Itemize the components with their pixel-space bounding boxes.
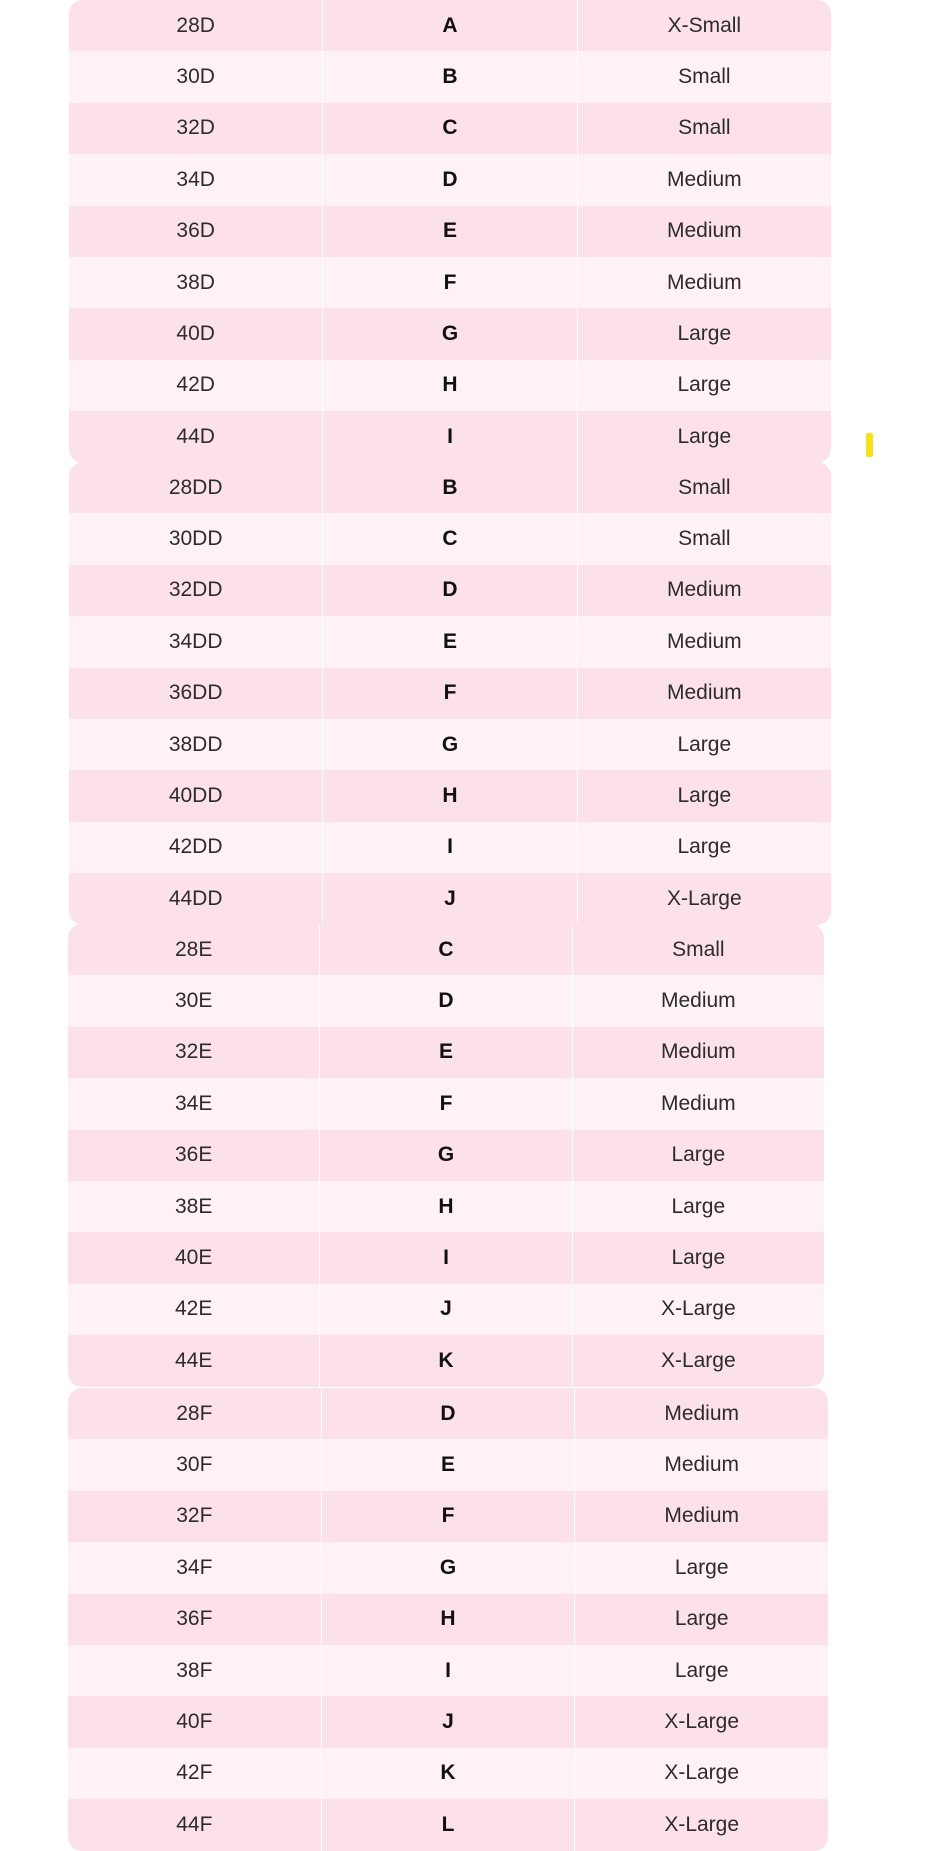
band-size-cell: 32D <box>176 116 215 140</box>
band-size-cell: 42DD <box>168 835 223 859</box>
band-size-cell: 32E <box>174 1040 213 1064</box>
table-row <box>69 51 831 102</box>
table-row <box>68 1594 828 1645</box>
cup-size-cell: J <box>322 873 576 924</box>
table-row <box>68 1130 824 1181</box>
table-row <box>69 719 831 770</box>
table-row <box>68 1078 824 1129</box>
table-row <box>68 1284 824 1335</box>
band-size-cell: 42E <box>174 1297 213 1321</box>
garment-size-cell: Medium <box>574 1491 828 1542</box>
table-row <box>68 1439 828 1490</box>
band-size-cell: 38E <box>174 1194 213 1218</box>
cup-size-cell: B <box>322 462 576 513</box>
cup-size-cell: L <box>321 1799 575 1850</box>
garment-size-cell: Large <box>572 1130 824 1181</box>
cup-size-cell: H <box>322 770 576 821</box>
garment-size-cell: X-Large <box>572 1284 824 1335</box>
garment-size-cell: Medium <box>577 565 831 616</box>
garment-size-cell: Large <box>577 770 831 821</box>
garment-size-cell: Large <box>577 308 831 359</box>
garment-size-cell: X-Large <box>574 1799 828 1850</box>
band-size-cell: 42D <box>176 373 215 397</box>
cup-size-cell: D <box>321 1388 575 1439</box>
garment-size-cell: Large <box>577 822 831 873</box>
table-row <box>68 1799 828 1850</box>
table-row <box>68 1232 824 1283</box>
size-table-e <box>68 924 824 1387</box>
band-size-cell: 44D <box>176 424 215 448</box>
cup-size-cell: G <box>322 308 576 359</box>
cup-size-cell: I <box>319 1232 571 1283</box>
band-size-cell: 34D <box>176 167 215 191</box>
cup-size-cell: J <box>321 1696 575 1747</box>
size-table-f <box>68 1388 828 1851</box>
table-row <box>69 308 831 359</box>
band-size-cell: 40F <box>176 1710 213 1734</box>
band-size-cell: 36D <box>176 219 215 243</box>
table-row <box>68 1027 824 1078</box>
cup-size-cell: G <box>321 1542 575 1593</box>
garment-size-cell: Medium <box>577 154 831 205</box>
band-size-cell: 36F <box>176 1607 213 1631</box>
table-row <box>69 873 831 924</box>
garment-size-cell: Large <box>572 1232 824 1283</box>
garment-size-cell: Medium <box>577 257 831 308</box>
cup-size-cell: I <box>321 1645 575 1696</box>
garment-size-cell: Small <box>577 51 831 102</box>
garment-size-cell: X-Large <box>574 1748 828 1799</box>
band-size-cell: 44DD <box>168 886 223 910</box>
garment-size-cell: Large <box>574 1594 828 1645</box>
band-size-cell: 28DD <box>168 475 223 499</box>
garment-size-cell: Medium <box>574 1388 828 1439</box>
garment-size-cell: Medium <box>577 616 831 667</box>
band-size-cell: 32DD <box>168 578 223 602</box>
table-row <box>69 513 831 564</box>
table-row <box>68 1181 824 1232</box>
table-row <box>69 616 831 667</box>
band-size-cell: 40E <box>174 1246 213 1270</box>
garment-size-cell: X-Large <box>574 1696 828 1747</box>
table-row <box>69 668 831 719</box>
cup-size-cell: C <box>322 103 576 154</box>
band-size-cell: 30F <box>176 1453 213 1477</box>
scroll-marker <box>866 433 873 457</box>
table-row <box>69 565 831 616</box>
cup-size-cell: D <box>319 975 571 1026</box>
garment-size-cell: X-Small <box>577 0 831 51</box>
garment-size-cell: Small <box>572 924 824 975</box>
cup-size-cell: K <box>321 1748 575 1799</box>
band-size-cell: 44F <box>176 1812 213 1836</box>
table-row <box>68 1335 824 1386</box>
cup-size-cell: E <box>322 616 576 667</box>
table-row <box>68 1542 828 1593</box>
table-row <box>68 1491 828 1542</box>
band-size-cell: 34F <box>176 1555 213 1579</box>
band-size-cell: 28D <box>176 13 215 37</box>
size-table-dd <box>69 462 831 925</box>
size-table-d <box>69 0 831 463</box>
cup-size-cell: G <box>322 719 576 770</box>
garment-size-cell: Large <box>577 360 831 411</box>
cup-size-cell: D <box>322 154 576 205</box>
garment-size-cell: Large <box>574 1645 828 1696</box>
cup-size-cell: F <box>321 1491 575 1542</box>
table-row <box>69 822 831 873</box>
band-size-cell: 38DD <box>168 732 223 756</box>
table-row <box>68 1696 828 1747</box>
table-row <box>68 975 824 1026</box>
cup-size-cell: F <box>322 257 576 308</box>
table-row <box>69 103 831 154</box>
garment-size-cell: Large <box>577 719 831 770</box>
cup-size-cell: K <box>319 1335 571 1386</box>
table-row <box>69 411 831 462</box>
garment-size-cell: Medium <box>574 1439 828 1490</box>
table-row <box>69 257 831 308</box>
cup-size-cell: E <box>319 1027 571 1078</box>
band-size-cell: 40D <box>176 322 215 346</box>
band-size-cell: 40DD <box>168 784 223 808</box>
band-size-cell: 32F <box>176 1504 213 1528</box>
table-row <box>69 360 831 411</box>
band-size-cell: 34DD <box>168 629 223 653</box>
garment-size-cell: Medium <box>577 668 831 719</box>
garment-size-cell: Medium <box>572 1078 824 1129</box>
garment-size-cell: Medium <box>572 975 824 1026</box>
band-size-cell: 36DD <box>168 681 223 705</box>
cup-size-cell: C <box>319 924 571 975</box>
band-size-cell: 28F <box>176 1401 213 1425</box>
table-row <box>68 924 824 975</box>
garment-size-cell: Large <box>577 411 831 462</box>
table-row <box>68 1645 828 1696</box>
cup-size-cell: B <box>322 51 576 102</box>
cup-size-cell: G <box>319 1130 571 1181</box>
cup-size-cell: H <box>319 1181 571 1232</box>
cup-size-cell: F <box>322 668 576 719</box>
band-size-cell: 30DD <box>168 527 223 551</box>
band-size-cell: 34E <box>174 1091 213 1115</box>
table-row <box>69 154 831 205</box>
garment-size-cell: Small <box>577 103 831 154</box>
table-row <box>69 770 831 821</box>
garment-size-cell: X-Large <box>572 1335 824 1386</box>
table-row <box>68 1748 828 1799</box>
garment-size-cell: Large <box>574 1542 828 1593</box>
band-size-cell: 38F <box>176 1658 213 1682</box>
cup-size-cell: A <box>322 0 576 51</box>
band-size-cell: 30E <box>174 989 213 1013</box>
cup-size-cell: I <box>322 411 576 462</box>
band-size-cell: 42F <box>176 1761 213 1785</box>
band-size-cell: 28E <box>174 937 213 961</box>
garment-size-cell: Medium <box>577 206 831 257</box>
table-row <box>68 1388 828 1439</box>
cup-size-cell: C <box>322 513 576 564</box>
band-size-cell: 30D <box>176 65 215 89</box>
table-row <box>69 206 831 257</box>
garment-size-cell: Medium <box>572 1027 824 1078</box>
garment-size-cell: Large <box>572 1181 824 1232</box>
cup-size-cell: F <box>319 1078 571 1129</box>
band-size-cell: 36E <box>174 1143 213 1167</box>
garment-size-cell: Small <box>577 513 831 564</box>
band-size-cell: 44E <box>174 1348 213 1372</box>
cup-size-cell: E <box>322 206 576 257</box>
garment-size-cell: Small <box>577 462 831 513</box>
cup-size-cell: I <box>322 822 576 873</box>
band-size-cell: 38D <box>176 270 215 294</box>
table-row <box>69 0 831 51</box>
cup-size-cell: H <box>321 1594 575 1645</box>
cup-size-cell: H <box>322 360 576 411</box>
table-row <box>69 462 831 513</box>
cup-size-cell: E <box>321 1439 575 1490</box>
cup-size-cell: J <box>319 1284 571 1335</box>
cup-size-cell: D <box>322 565 576 616</box>
garment-size-cell: X-Large <box>577 873 831 924</box>
